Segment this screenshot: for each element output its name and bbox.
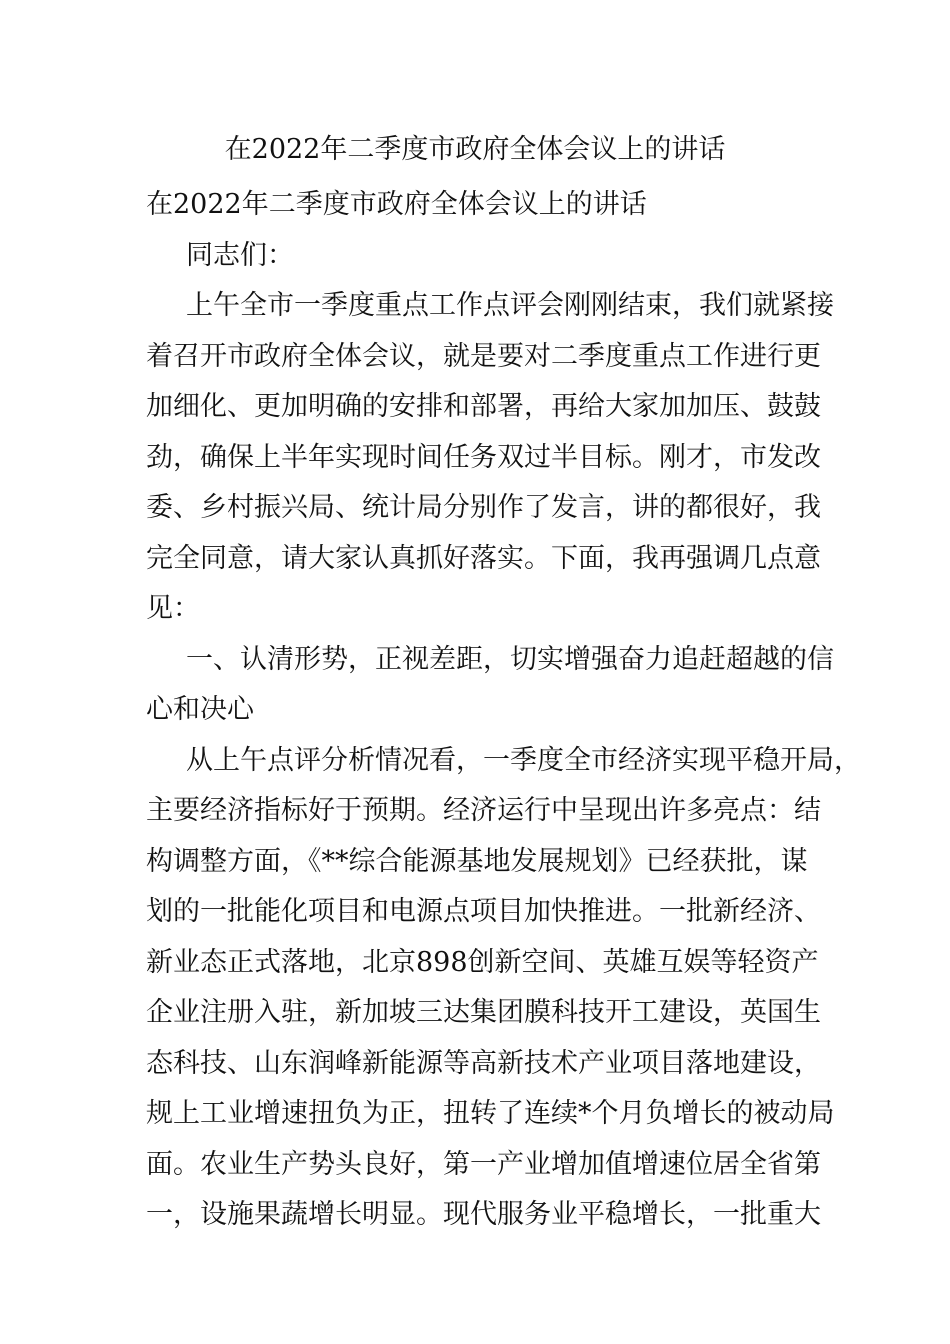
text-line: 委、乡村振兴局、统计局分别作了发言，讲的都很好，我 [146, 492, 821, 523]
text-line: 规上工业增速扭负为正，扭转了连续*个月负增长的被动局 [146, 1098, 835, 1129]
document-title: 在2022年二季度市政府全体会议上的讲话 [224, 134, 726, 165]
text-line: 主要经济指标好于预期。经济运行中呈现出许多亮点：结 [146, 795, 821, 826]
text-line: 态科技、山东润峰新能源等高新技术产业项目落地建设， [146, 1047, 821, 1079]
paragraph-1 [146, 281, 834, 635]
text-line: 划的一批能化项目和电源点项目加快推进。一批新经济、 [146, 896, 821, 927]
text-line: 加细化、更加明确的安排和部署，再给大家加加压、鼓鼓 [146, 391, 821, 422]
text-line: 构调整方面，《**综合能源基地发展规划》已经获批，谋 [146, 845, 808, 877]
text-line: 完全同意，请大家认真抓好落实。下面，我再强调几点意 [146, 542, 821, 574]
paragraph-2 [146, 736, 861, 1241]
section-heading-1 [146, 635, 834, 736]
text-line: 一，设施果蔬增长明显。现代服务业平稳增长，一批重大 [146, 1199, 821, 1230]
text-line: 上午全市一季度重点工作点评会刚刚结束，我们就紧接 [186, 290, 834, 321]
greeting: 同志们： [186, 239, 294, 271]
text-line: 着召开市政府全体会议，就是要对二季度重点工作进行更 [146, 340, 821, 372]
document-subtitle: 在2022年二季度市政府全体会议上的讲话 [146, 189, 647, 220]
text-line: 一、认清形势，正视差距，切实增强奋力追赶超越的信 [186, 643, 834, 675]
text-line: 见： [146, 593, 200, 624]
text-line: 心和决心 [146, 694, 254, 725]
text-line: 企业注册入驻，新加坡三达集团膜科技开工建设，英国生 [146, 997, 821, 1028]
text-line: 面。农业生产势头良好，第一产业增加值增速位居全省第 [146, 1148, 821, 1180]
document-body [146, 180, 861, 1241]
text-line: 新业态正式落地，北京898创新空间、英雄互娱等轻资产 [146, 946, 819, 978]
text-line: 劲，确保上半年实现时间任务双过半目标。刚才，市发改 [146, 441, 821, 473]
text-line: 从上午点评分析情况看，一季度全市经济实现平稳开局， [186, 744, 861, 776]
